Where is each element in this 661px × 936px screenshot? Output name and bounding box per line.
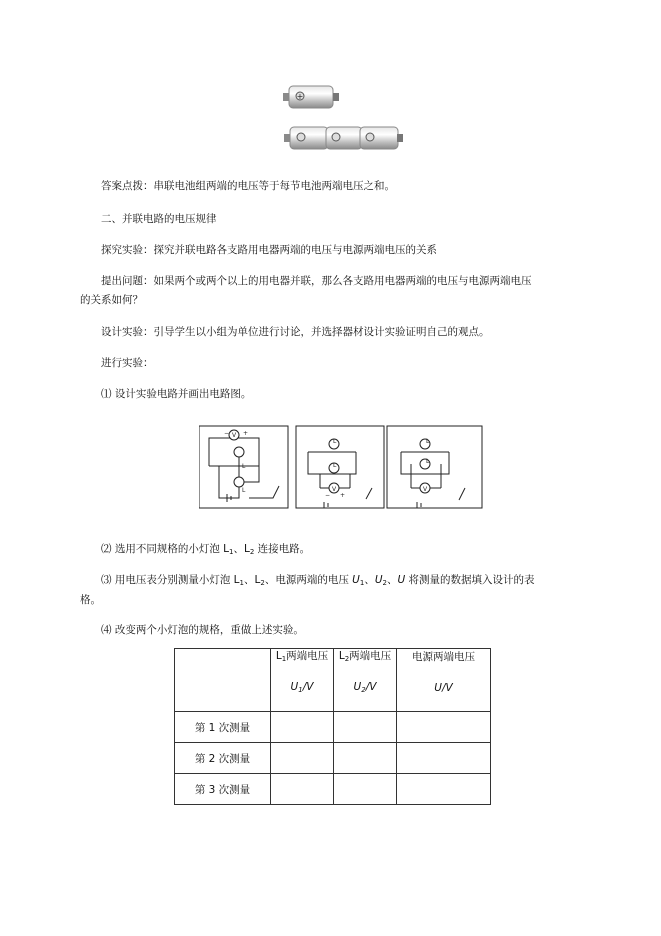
l2-label-2: L — [333, 462, 337, 469]
table-row — [175, 743, 491, 774]
plus-label-1: + — [243, 430, 249, 437]
row-label: 第 2 次测量 — [175, 743, 271, 774]
voltmeter-label-1: V — [232, 432, 237, 439]
table-cell — [271, 743, 334, 774]
l1-label-2: L — [333, 438, 337, 445]
table-cell — [334, 712, 397, 743]
table-header-row — [175, 649, 491, 712]
measurement-table — [174, 648, 491, 805]
table-cell — [271, 774, 334, 805]
svg-text:+: + — [296, 92, 304, 101]
table-cell — [397, 712, 491, 743]
battery-series-image — [284, 124, 406, 152]
step2-text: ⑵ 选用不同规格的小灯泡 $L_1$、$L_2$ 连接电路。 — [101, 543, 311, 556]
table-cell — [397, 743, 491, 774]
circuit-diagram-3 — [387, 426, 482, 508]
voltmeter-label-2: V — [332, 486, 337, 493]
table-cell — [334, 774, 397, 805]
table-row — [175, 774, 491, 805]
header-source: 电源两端电压 U/V — [397, 649, 491, 712]
row-label: 第 3 次测量 — [175, 774, 271, 805]
row-label: 第 1 次测量 — [175, 712, 271, 743]
explore-text: 探究实验：探究并联电路各支路用电器两端的电压与电源两端电压的关系 — [101, 244, 437, 256]
l2-label-3: L — [426, 458, 430, 465]
minus-label-1: − — [224, 430, 230, 437]
header-l1: $L_1$两端电压 $U_1/V$ — [271, 649, 334, 712]
minus-label-2: − — [325, 492, 331, 499]
table-cell — [334, 743, 397, 774]
header-l2: $L_2$两端电压 $U_2/V$ — [334, 649, 397, 712]
table-cell — [397, 774, 491, 805]
l2-label-1: L — [242, 487, 246, 494]
question-line1: 提出问题：如果两个或两个以上的用电器并联，那么各支路用电器两端的电压与电源两端电压 — [101, 275, 532, 287]
plus-label-2: + — [340, 492, 346, 499]
step3-text: ⑶ 用电压表分别测量小灯泡 $L_1$、$L_2$、电源两端的电压 $U_1$、$U_2$、U 将测量的数据填入设计的表 — [101, 574, 535, 587]
step3-line2: 格。 — [80, 594, 101, 606]
step4-text: ⑷ 改变两个小灯泡的规格，重做上述实验。 — [101, 624, 304, 636]
design-text: 设计实验：引导学生以小组为单位进行讨论，并选择器材设计实验证明自己的观点。 — [101, 326, 490, 338]
step1-text: ⑴ 设计实验电路并画出电路图。 — [101, 388, 252, 400]
circuit-diagrams — [199, 424, 486, 510]
single-battery-image — [283, 84, 343, 110]
l1-label-1: L — [242, 463, 246, 470]
section-title: 二、并联电路的电压规律 — [101, 213, 217, 225]
voltmeter-label-3: V — [423, 486, 428, 493]
table-cell — [271, 712, 334, 743]
l1-label-3: L — [426, 438, 430, 445]
question-line2: 的关系如何？ — [80, 294, 143, 306]
answer-text: 答案点拨：串联电池组两端的电压等于每节电池两端电压之和。 — [101, 180, 395, 192]
header-empty-cell — [175, 649, 271, 712]
conduct-text: 进行实验： — [101, 357, 154, 369]
table-row — [175, 712, 491, 743]
